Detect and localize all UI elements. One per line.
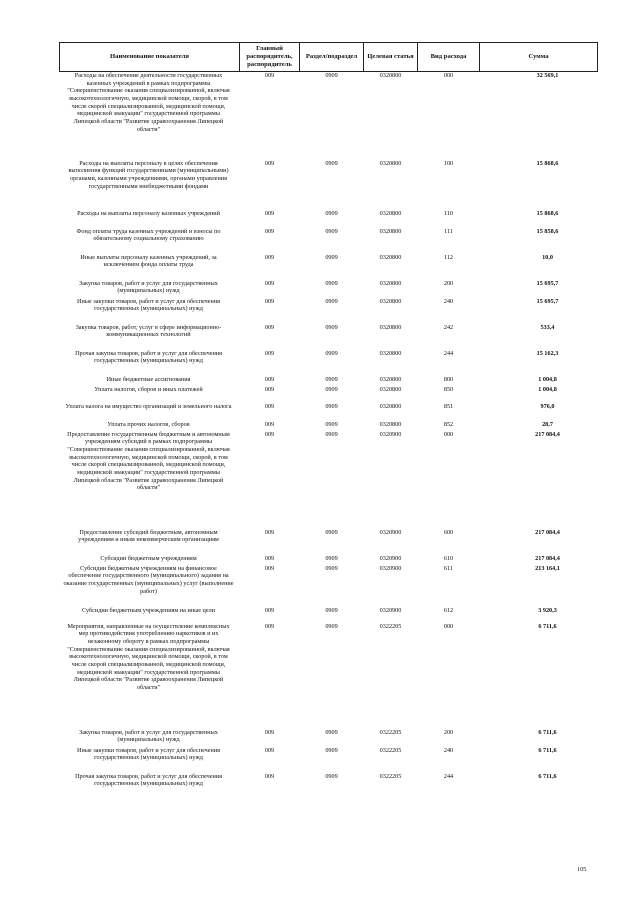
row-indicator-name: Расходы на выплаты персоналу казенных учреждений [77, 209, 220, 217]
header-chief-administrator: Главный распорядитель, распорядитель [240, 43, 300, 72]
row-indicator-name: Фонд оплаты труда казенных учреждений и взносы по обязательному социальному страхованию [76, 227, 221, 243]
row-target-article: 0320800 [379, 323, 402, 331]
row-expense-type: 111 [444, 227, 453, 235]
table-row [60, 386, 598, 403]
row-amount: 15 868,6 [536, 209, 559, 217]
row-indicator-name: Уплата налога на имущество организаций и земельного налога [65, 402, 232, 410]
row-chief-administrator: 009 [264, 622, 275, 630]
row-section-subsection: 0909 [325, 159, 338, 167]
row-amount: 1 004,8 [538, 375, 557, 383]
row-amount: 217 084,4 [535, 554, 560, 562]
row-target-article: 0320800 [379, 253, 402, 261]
row-target-article: 0320800 [379, 159, 402, 167]
row-chief-administrator: 009 [264, 323, 275, 331]
row-amount: 32 569,1 [536, 72, 559, 79]
row-expense-type: 611 [443, 564, 454, 572]
row-amount: 217 084,4 [535, 528, 560, 536]
table-row [60, 72, 598, 160]
row-target-article: 0322205 [379, 772, 402, 780]
row-indicator-name: Иные закупки товаров, работ и услуг для обеспечения государственных (муниципальных) нужд [77, 746, 220, 762]
row-amount: 15 162,3 [536, 349, 559, 357]
row-indicator-name: Уплата прочих налогов, сборов [107, 420, 190, 428]
table-body [60, 72, 598, 799]
row-target-article: 0320800 [379, 385, 402, 393]
row-target-article: 0320900 [379, 606, 402, 614]
row-chief-administrator: 009 [264, 297, 275, 305]
row-expense-type: 244 [443, 349, 454, 357]
row-chief-administrator: 009 [264, 227, 275, 235]
row-target-article: 0322205 [379, 622, 402, 630]
row-indicator-name: Предоставление субсидий бюджетным, автономным учреждениям и иным некоммерческим организациям [78, 528, 219, 544]
table-header [60, 43, 598, 72]
row-expense-type: 610 [443, 554, 454, 562]
row-indicator-name: Субсидии бюджетным учреждениям [100, 554, 197, 562]
row-expense-type: 200 [443, 279, 454, 287]
row-amount: 28,7 [542, 420, 553, 428]
row-amount: 217 084,4 [535, 430, 560, 438]
row-expense-type: 240 [443, 297, 454, 305]
row-indicator-name: Прочая закупка товаров, работ и услуг для обеспечения государственных (муниципальных) нужд [75, 349, 222, 365]
row-chief-administrator: 009 [264, 349, 275, 357]
row-chief-administrator: 009 [264, 209, 275, 217]
table-row [60, 623, 598, 729]
row-chief-administrator: 009 [264, 159, 275, 167]
row-target-article: 0320800 [379, 72, 402, 79]
row-section-subsection: 0909 [325, 323, 338, 331]
row-chief-administrator: 009 [264, 402, 275, 410]
table-row [60, 228, 598, 254]
table-row [60, 160, 598, 210]
row-target-article: 0320900 [379, 564, 402, 572]
row-section-subsection: 0909 [325, 375, 338, 383]
table-row [60, 376, 598, 386]
row-section-subsection: 0909 [325, 349, 338, 357]
table-row [60, 403, 598, 421]
row-amount: 15 858,6 [536, 227, 559, 235]
row-target-article: 0320800 [379, 209, 402, 217]
row-indicator-name: Мероприятия, направленные на осуществление комплексных мер противодействия употреблению наркотиков и их незаконному обороту в рамках подпрограммы "Совершенствование оказания специализированной, включая высокотехнологичную, медицинской помощи, скорой, в том числе скорой специализированной, медицинской помощи, медицинской эвакуации" государственной программы Липецкой области "Развитие здравоохранения Липецкой области" [67, 622, 230, 691]
row-expense-type: 112 [443, 253, 454, 261]
row-indicator-name: Закупка товаров, работ и услуг для государственных (муниципальных) нужд [79, 728, 218, 744]
row-expense-type: 100 [443, 159, 454, 167]
header-section-subsection: Раздел/подраздел [300, 43, 364, 72]
header-row [60, 43, 598, 72]
table-row [60, 555, 598, 565]
row-target-article: 0320900 [379, 554, 402, 562]
row-chief-administrator: 009 [264, 746, 275, 754]
row-expense-type: 000 [443, 622, 454, 630]
row-expense-type: 000 [443, 430, 454, 438]
row-section-subsection: 0909 [325, 209, 338, 217]
row-amount: 6 711,6 [538, 772, 557, 780]
table-row [60, 421, 598, 431]
row-target-article: 0320800 [379, 279, 402, 287]
row-chief-administrator: 009 [264, 528, 275, 536]
row-section-subsection: 0909 [325, 279, 338, 287]
row-target-article: 0320800 [379, 297, 402, 305]
header-expense-type: Вид расхода [418, 43, 480, 72]
row-target-article: 0320900 [379, 528, 402, 536]
row-target-article: 0322205 [379, 728, 402, 736]
row-expense-type: 242 [443, 323, 454, 331]
row-indicator-name: Прочая закупка товаров, работ и услуг для обеспечения государственных (муниципальных) нужд [75, 772, 222, 788]
row-amount: 976,0 [540, 402, 555, 410]
row-target-article: 0320800 [379, 420, 402, 428]
row-amount: 15 695,7 [536, 297, 559, 305]
table-row [60, 747, 598, 773]
row-chief-administrator: 009 [264, 279, 275, 287]
table-row [60, 773, 598, 799]
row-indicator-name: Предоставление государственным бюджетным и автономным учреждениям субсидий в рамках подпрограммы "Совершенствование оказания специализированной, включая высокотехнологичную, медицинской помощи, скорой, в том числе скорой специализированной, медицинской помощи, медицинской эвакуации" государственной программы Липецкой области "Развитие здравоохранения Липецкой области" [67, 430, 230, 492]
row-section-subsection: 0909 [325, 72, 338, 79]
page-number: 105 [577, 866, 587, 873]
row-chief-administrator: 009 [264, 728, 275, 736]
row-amount: 213 164,1 [535, 564, 560, 572]
row-expense-type: 851 [443, 402, 454, 410]
table-row [60, 324, 598, 350]
row-chief-administrator: 009 [264, 420, 275, 428]
table-row [60, 529, 598, 555]
row-section-subsection: 0909 [325, 564, 338, 572]
row-section-subsection: 0909 [325, 772, 338, 780]
row-section-subsection: 0909 [325, 253, 338, 261]
row-target-article: 0320800 [379, 227, 402, 235]
row-section-subsection: 0909 [325, 297, 338, 305]
row-section-subsection: 0909 [325, 385, 338, 393]
row-section-subsection: 0909 [325, 746, 338, 754]
row-target-article: 0320900 [379, 430, 402, 438]
table-row [60, 431, 598, 529]
row-chief-administrator: 009 [264, 606, 275, 614]
row-amount: 6 711,6 [538, 728, 557, 736]
row-chief-administrator: 009 [264, 253, 275, 261]
row-section-subsection: 0909 [325, 728, 338, 736]
row-target-article: 0320800 [379, 402, 402, 410]
table-row [60, 254, 598, 280]
row-expense-type: 612 [443, 606, 454, 614]
row-amount: 15 695,7 [536, 279, 559, 287]
row-chief-administrator: 009 [264, 564, 275, 572]
row-expense-type: 000 [443, 72, 454, 79]
row-amount: 10,0 [542, 253, 553, 261]
row-amount: 6 711,6 [538, 746, 557, 754]
row-expense-type: 110 [443, 209, 454, 217]
row-expense-type: 240 [443, 746, 454, 754]
header-indicator-name: Наименование показателя [60, 43, 240, 72]
row-indicator-name: Закупка товаров, работ, услуг в сфере информационно-коммуникационных технологий [75, 323, 222, 339]
row-indicator-name: Иные выплаты персоналу казенных учреждений, за исключением фонда оплаты труда [80, 253, 217, 269]
table-row [60, 607, 598, 623]
row-indicator-name: Уплата налогов, сборов и иных платежей [94, 385, 203, 393]
row-indicator-name: Расходы на обеспечение деятельности государственных казенных учреждений в рамках подпрограммы "Совершенствование оказания специализированной, включая высокотехнологичную, медицинской помощи, скорой, в том числе скорой специализированной, медицинской помощи, медицинской эвакуации" государственной программы Липецкой области "Развитие здравоохранения Липецкой области" [67, 72, 230, 133]
row-target-article: 0320800 [379, 349, 402, 357]
row-target-article: 0322205 [379, 746, 402, 754]
row-amount: 6 711,6 [538, 622, 557, 630]
row-section-subsection: 0909 [325, 554, 338, 562]
header-amount: Сумма [480, 43, 598, 72]
table-row [60, 565, 598, 607]
row-expense-type: 852 [443, 420, 454, 428]
row-target-article: 0320800 [379, 375, 402, 383]
row-indicator-name: Иные бюджетные ассигнования [106, 375, 191, 383]
row-section-subsection: 0909 [325, 622, 338, 630]
header-target-article: Целевая статья [364, 43, 418, 72]
row-amount: 533,4 [540, 323, 555, 331]
row-chief-administrator: 009 [264, 772, 275, 780]
row-expense-type: 800 [443, 375, 454, 383]
row-chief-administrator: 009 [264, 72, 275, 79]
row-section-subsection: 0909 [325, 402, 338, 410]
budget-table [59, 42, 598, 799]
row-amount: 3 920,3 [538, 606, 557, 614]
row-indicator-name: Расходы на выплаты персоналу в целях обеспечения выполнения функций государственными (муниципальными) органами, казенными учреждениями, органами управления государственными внебюджетными фондами [68, 159, 229, 190]
row-chief-administrator: 009 [264, 375, 275, 383]
row-chief-administrator: 009 [264, 385, 275, 393]
table-row [60, 280, 598, 298]
row-section-subsection: 0909 [325, 430, 338, 438]
row-amount: 15 868,6 [536, 159, 559, 167]
row-section-subsection: 0909 [325, 606, 338, 614]
row-expense-type: 200 [443, 728, 454, 736]
row-indicator-name: Закупка товаров, работ и услуг для государственных (муниципальных) нужд [79, 279, 218, 295]
row-amount: 1 004,8 [538, 385, 557, 393]
row-indicator-name: Иные закупки товаров, работ и услуг для обеспечения государственных (муниципальных) нужд [77, 297, 220, 313]
row-section-subsection: 0909 [325, 227, 338, 235]
table-row [60, 210, 598, 228]
row-section-subsection: 0909 [325, 420, 338, 428]
row-indicator-name: Субсидии бюджетным учреждениям на иные цели [82, 606, 215, 614]
row-expense-type: 850 [443, 385, 454, 393]
row-section-subsection: 0909 [325, 528, 338, 536]
row-expense-type: 244 [443, 772, 454, 780]
table-row [60, 350, 598, 376]
row-indicator-name: Субсидии бюджетным учреждениям на финансовое обеспечение государственного (муниципального) задания на оказание государственных (муниципальных) услуг (выполнение работ) [63, 564, 234, 595]
table-row [60, 729, 598, 747]
row-expense-type: 600 [443, 528, 454, 536]
row-chief-administrator: 009 [264, 430, 275, 438]
row-chief-administrator: 009 [264, 554, 275, 562]
table-row [60, 298, 598, 324]
